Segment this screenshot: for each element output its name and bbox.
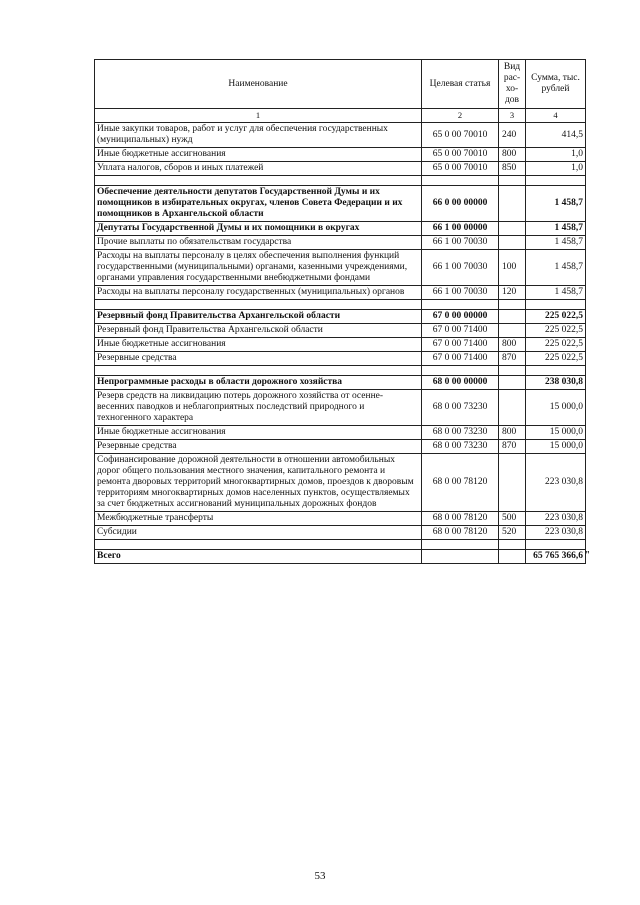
table-row [95,352,586,366]
row-code: 67 0 00 00000 [422,310,499,324]
table-row [95,426,586,440]
row-name: Иные бюджетные ассигнования [95,338,422,352]
row-code: 68 0 00 78120 [422,454,499,512]
table-row [95,440,586,454]
spacer-row [95,300,586,310]
row-code: 68 0 00 78120 [422,512,499,526]
spacer-row [95,176,586,186]
row-name: Депутаты Государственной Думы и их помощники в округах [95,222,422,236]
table-row [95,236,586,250]
row-kind [499,376,526,390]
row-sum: 225 022,5 [526,310,586,324]
row-name: Непрограммные расходы в области дорожного хозяйства [95,376,422,390]
total-code [422,550,499,564]
row-sum: 15 000,0 [526,440,586,454]
row-sum: 15 000,0 [526,390,586,426]
table-header-row [95,60,586,109]
row-sum: 414,5 [526,123,586,148]
row-sum: 1 458,7 [526,236,586,250]
table-row [95,286,586,300]
table-column-numbers-row [95,109,586,123]
row-kind: 100 [499,250,526,286]
row-code: 67 0 00 71400 [422,352,499,366]
spacer-row [95,366,586,376]
row-sum: 223 030,8 [526,526,586,540]
header-expense-kind: Вид рас- хо- дов [499,60,526,109]
row-name: Расходы на выплаты персоналу в целях обеспечения выполнения функций государственными (муниципальными) органами, казенными учреждениями, органами управления государственными внебюджетными фондами [95,250,422,286]
row-kind: 800 [499,338,526,352]
row-code: 68 0 00 73230 [422,440,499,454]
table-row [95,338,586,352]
row-kind: 240 [499,123,526,148]
row-name: Расходы на выплаты персоналу государственных (муниципальных) органов [95,286,422,300]
row-name: Резервный фонд Правительства Архангельской области [95,310,422,324]
row-code: 66 1 00 70030 [422,286,499,300]
row-name: Софинансирование дорожной деятельности в отношении автомобильных дорог общего пользования местного значения, капитального ремонта и ремонта дворовых территорий многоквартирных домов, проездов к дворовым территориям многоквартирных домов населенных пунктов, осуществляемых за счет бюджетных ассигнований муниципальных дорожных фондов [95,454,422,512]
row-code: 66 1 00 00000 [422,222,499,236]
table-row-section [95,310,586,324]
row-code: 65 0 00 70010 [422,162,499,176]
row-sum: 1 458,7 [526,286,586,300]
row-code: 66 0 00 00000 [422,186,499,222]
table-row-subsection [95,222,586,236]
row-sum: 223 030,8 [526,512,586,526]
row-code: 66 1 00 70030 [422,236,499,250]
row-sum: 225 022,5 [526,338,586,352]
row-kind: 850 [499,162,526,176]
row-sum: 238 030,8 [526,376,586,390]
row-sum: 223 030,8 [526,454,586,512]
row-code: 68 0 00 78120 [422,526,499,540]
row-name: Иные бюджетные ассигнования [95,426,422,440]
row-kind: 520 [499,526,526,540]
table-row [95,123,586,148]
row-sum: 1 458,7 [526,186,586,222]
header-name: Наименование [95,60,422,109]
row-name: Иные бюджетные ассигнования [95,148,422,162]
row-sum: 225 022,5 [526,352,586,366]
row-sum: 1,0 [526,148,586,162]
row-name: Уплата налогов, сборов и иных платежей [95,162,422,176]
row-kind: 500 [499,512,526,526]
total-sum: 65 765 366,6 [533,551,583,561]
row-code: 67 0 00 71400 [422,324,499,338]
column-number-1: 1 [95,109,422,123]
table-row [95,526,586,540]
row-kind: 870 [499,352,526,366]
table-row-section [95,186,586,222]
column-number-4: 4 [526,109,586,123]
budget-table [94,59,590,564]
row-sum: 1,0 [526,162,586,176]
row-kind [499,222,526,236]
table-row [95,454,586,512]
table-row [95,162,586,176]
row-code: 66 1 00 70030 [422,250,499,286]
table-row [95,512,586,526]
row-kind [499,390,526,426]
row-kind: 120 [499,286,526,300]
row-kind [499,454,526,512]
row-name: Прочие выплаты по обязательствам государства [95,236,422,250]
row-name: Резервные средства [95,352,422,366]
row-kind: 870 [499,440,526,454]
row-code: 68 0 00 73230 [422,390,499,426]
page-number: 53 [314,870,326,882]
row-sum: 15 000,0 [526,426,586,440]
row-name: Межбюджетные трансферты [95,512,422,526]
budget-table-page [94,59,590,564]
table-row [95,390,586,426]
row-name: Субсидии [95,526,422,540]
table-row [95,250,586,286]
table-row [95,324,586,338]
row-name: Резервные средства [95,440,422,454]
row-name: Резервный фонд Правительства Архангельской области [95,324,422,338]
row-kind [499,310,526,324]
table-row-total [95,550,586,564]
table-row [95,148,586,162]
header-sum: Сумма, тыс. рублей [526,60,586,109]
row-code: 67 0 00 71400 [422,338,499,352]
row-sum: 1 458,7 [526,222,586,236]
row-kind [499,186,526,222]
row-sum: 1 458,7 [526,250,586,286]
row-sum: 225 022,5 [526,324,586,338]
total-label: Всего [95,550,422,564]
header-target-article: Целевая статья [422,60,499,109]
row-name: Резерв средств на ликвидацию потерь дорожного хозяйства от осенне-весенних паводков и неблагоприятных последствий природного и техногенного характера [95,390,422,426]
row-code: 68 0 00 00000 [422,376,499,390]
spacer-row [95,540,586,550]
row-code: 65 0 00 70010 [422,123,499,148]
column-number-2: 2 [422,109,499,123]
row-kind: 800 [499,426,526,440]
total-sum-cell [526,550,590,564]
row-code: 68 0 00 73230 [422,426,499,440]
row-kind [499,236,526,250]
row-code: 65 0 00 70010 [422,148,499,162]
total-kind [499,550,526,564]
row-kind: 800 [499,148,526,162]
table-row-section [95,376,586,390]
closing-quote: " [584,550,590,561]
row-name: Обеспечение деятельности депутатов Государственной Думы и их помощников в избирательных округах, членов Совета Федерации и их помощников в Архангельской области [95,186,422,222]
row-kind [499,324,526,338]
column-number-3: 3 [499,109,526,123]
row-name: Иные закупки товаров, работ и услуг для обеспечения государственных (муниципальных) нужд [95,123,422,148]
